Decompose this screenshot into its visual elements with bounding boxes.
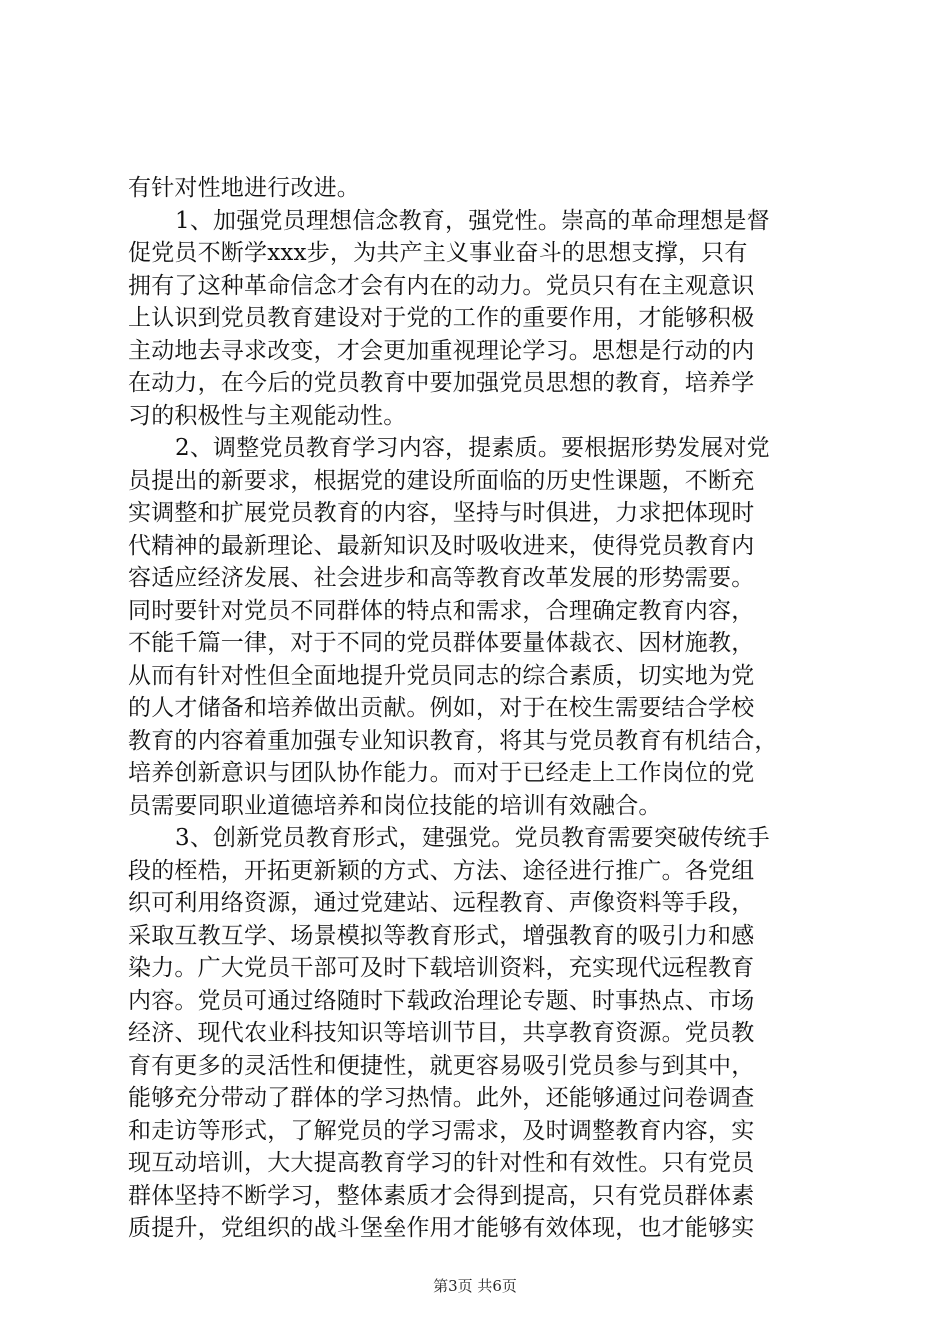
text-line: 习的积极性与主观能动性。 (128, 402, 407, 429)
text-line: 在动力，在今后的党员教育中要加强党员思想的教育，培养学 (128, 370, 755, 396)
text-line: 的人才储备和培养做出贡献。例如，对于在校生需要结合学校 (128, 695, 755, 721)
text-line: 上认识到党员教育建设对于党的工作的重要作用，才能够积极 (128, 305, 755, 331)
text-line: 从而有针对性但全面地提升党员同志的综合素质，切实地为党 (128, 662, 755, 689)
text-line: 现互动培训，大大提高教育学习的针对性和有效性。只有党员 (128, 1150, 755, 1176)
text-line: 质提升，党组织的战斗堡垒作用才能够有效体现，也才能够实 (128, 1215, 755, 1241)
paragraph-3-start: 3、创新党员教育形式，建强党。党员教育需要突破传统手 (175, 825, 770, 851)
text-line: 能够充分带动了群体的学习热情。此外，还能够通过问卷调查 (128, 1085, 755, 1111)
text-line: 有针对性地进行改进。 (128, 175, 360, 201)
page-number-footer: 第3页 共6页 (433, 1277, 517, 1295)
paragraph-1-start: 1、加强党员理想信念教育，强党性。崇高的革命理想是督 (175, 207, 770, 234)
text-line: 容适应经济发展、社会进步和高等教育改革发展的形势需要。 (128, 565, 755, 591)
text-line: 内容。党员可通过络随时下载政治理论专题、时事热点、市场 (128, 987, 755, 1014)
text-line: 员需要同职业道德培养和岗位技能的培训有效融合。 (128, 792, 662, 819)
text-line: 和走访等形式，了解党员的学习需求，及时调整教育内容，实 (128, 1117, 755, 1144)
text-line: 染力。广大党员干部可及时下载培训资料，充实现代远程教育 (128, 955, 755, 981)
text-line: 群体坚持不断学习，整体素质才会得到提高，只有党员群体素 (128, 1182, 755, 1209)
text-line: 主动地去寻求改变，才会更加重视理论学习。思想是行动的内 (128, 337, 755, 364)
text-line: 同时要针对党员不同群体的特点和需求，合理确定教育内容， (128, 597, 755, 624)
text-line: 实调整和扩展党员教育的内容，坚持与时俱进，力求把体现时 (128, 500, 755, 526)
text-line: 经济、现代农业科技知识等培训节目，共享教育资源。党员教 (128, 1020, 755, 1046)
text-line: 织可利用络资源，通过党建站、远程教育、声像资料等手段， (128, 890, 755, 916)
body-text (128, 172, 828, 1245)
text-line: 培养创新意识与团队协作能力。而对于已经走上工作岗位的党 (128, 760, 755, 786)
paragraph-2-start: 2、调整党员教育学习内容，提素质。要根据形势发展对党 (175, 435, 770, 461)
text-line: 不能千篇一律，对于不同的党员群体要量体裁衣、因材施教， (128, 630, 755, 656)
text-line: 代精神的最新理论、最新知识及时吸收进来，使得党员教育内 (128, 532, 755, 559)
text-line: 教育的内容着重加强专业知识教育，将其与党员教育有机结合， (128, 727, 778, 754)
text-line: 促党员不断学xxx步，为共产主义事业奋斗的思想支撑，只有 (128, 240, 748, 266)
text-line: 采取互教互学、场景模拟等教育形式，增强教育的吸引力和感 (128, 922, 755, 949)
text-line: 拥有了这种革命信念才会有内在的动力。党员只有在主观意识 (128, 272, 755, 299)
text-line: 段的桎梏，开拓更新颖的方式、方法、途径进行推广。各党组 (128, 857, 755, 884)
text-line: 育有更多的灵活性和便捷性，就更容易吸引党员参与到其中， (128, 1052, 755, 1079)
text-line: 员提出的新要求，根据党的建设所面临的历史性课题，不断充 (128, 467, 755, 494)
